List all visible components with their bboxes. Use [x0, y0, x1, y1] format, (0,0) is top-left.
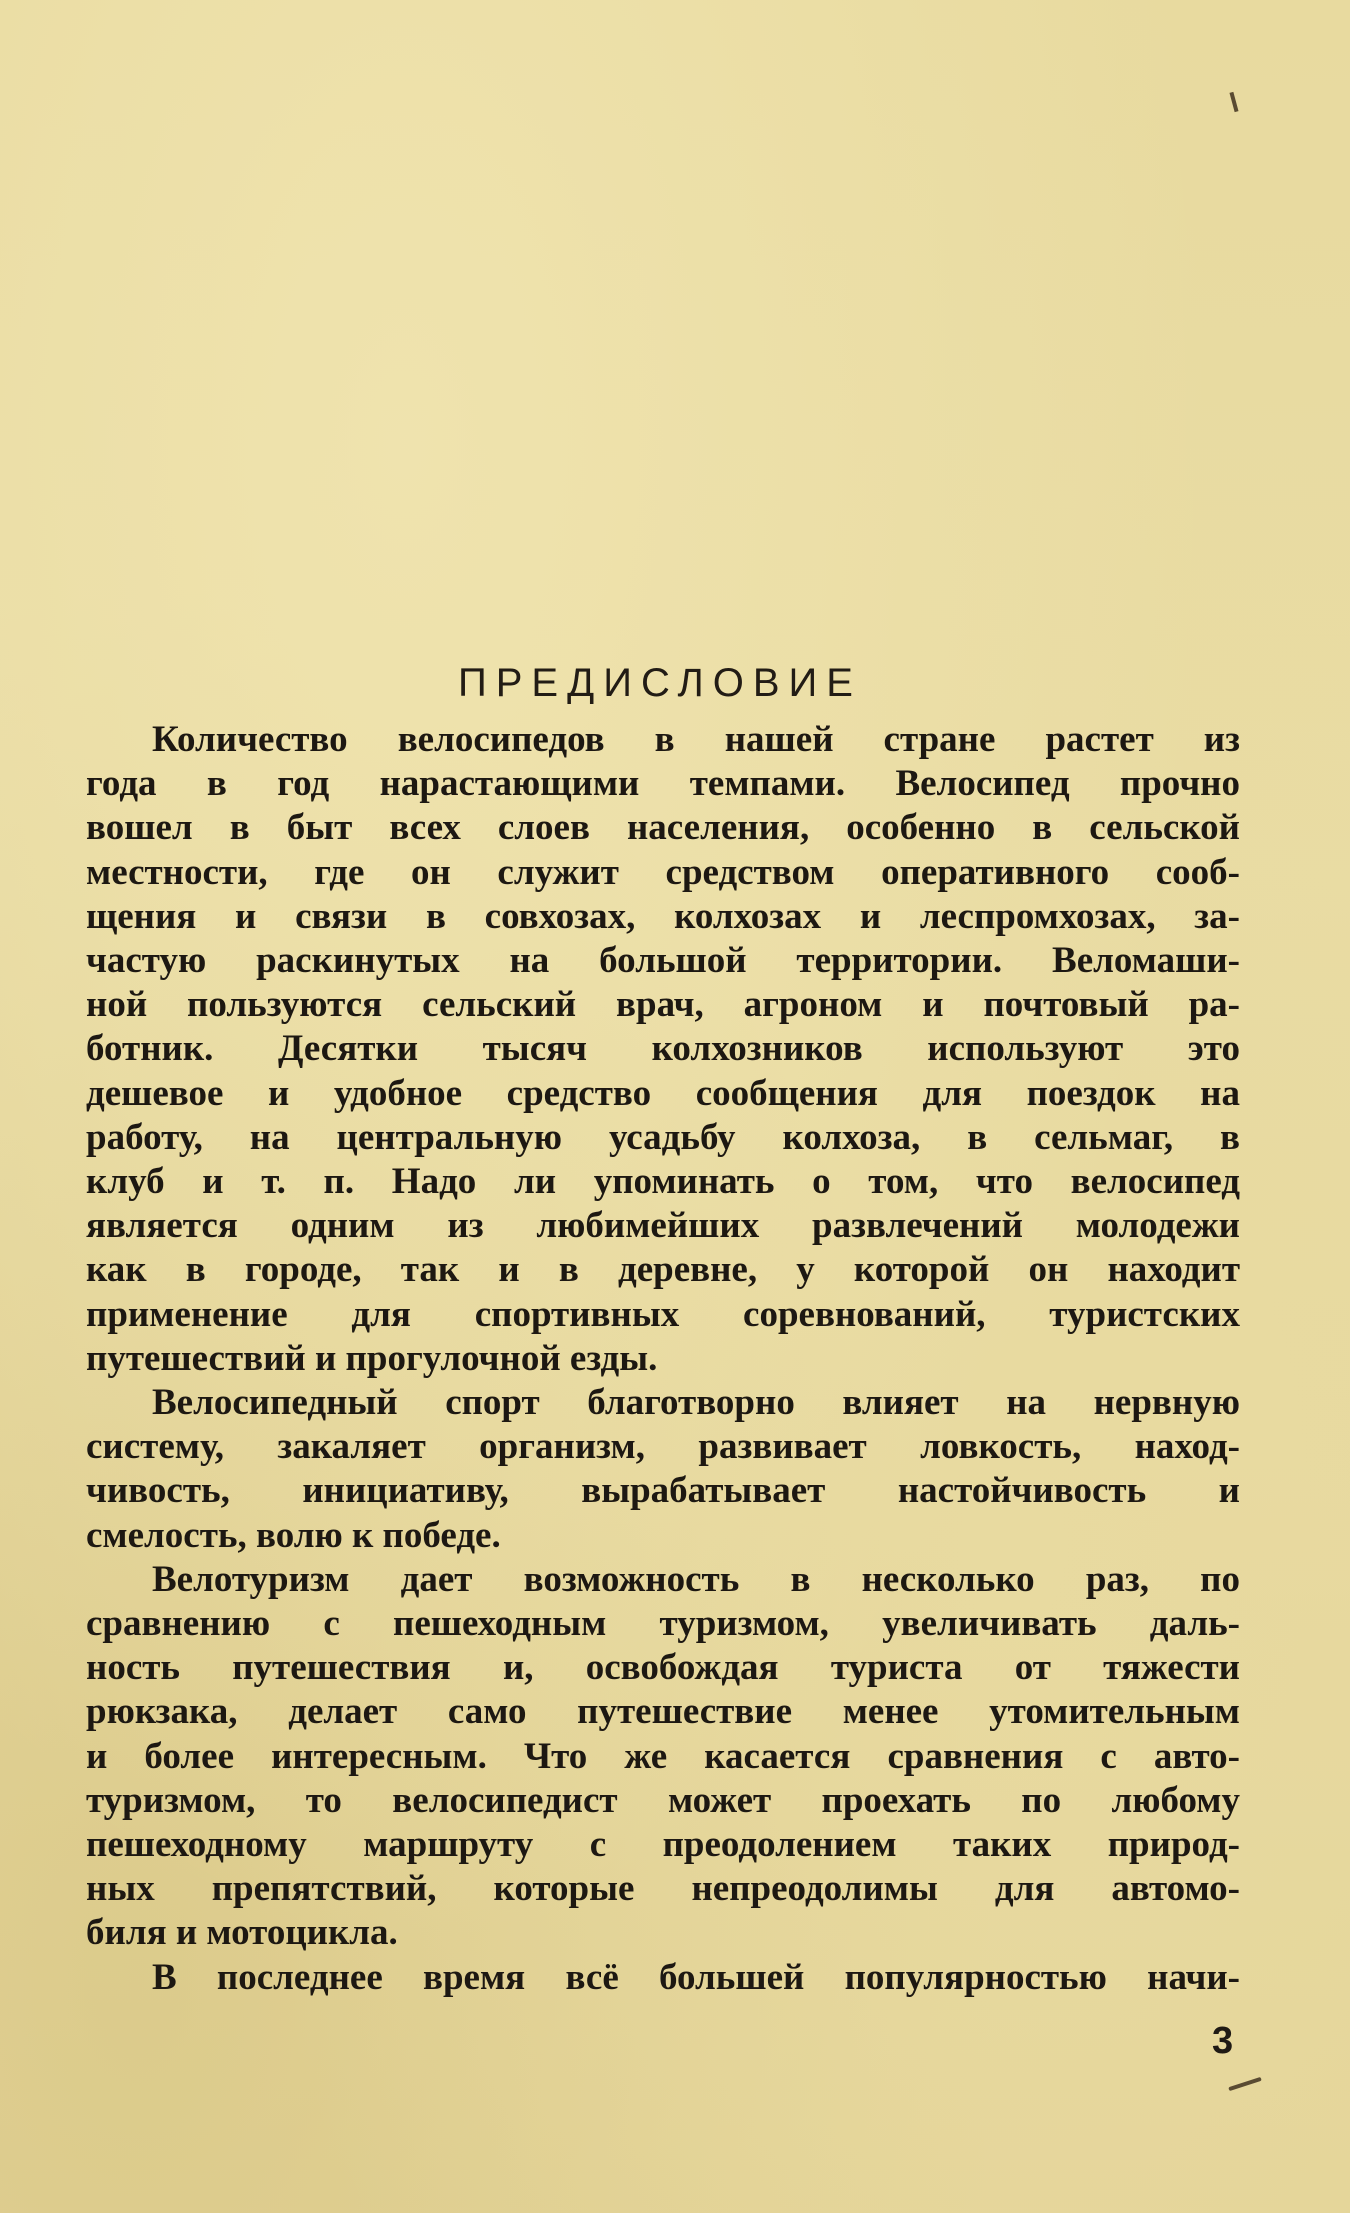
text-line: пешеходному маршруту с преодолением таких природ- — [86, 1824, 1240, 1866]
text-line: сравнению с пешеходным туризмом, увеличивать даль- — [86, 1603, 1240, 1645]
text-line: рюкзака, делает само путешествие менее утомительным — [86, 1691, 1240, 1733]
body-text — [86, 718, 1240, 2000]
page-number: 3 — [1212, 2020, 1234, 2062]
text-line: и более интересным. Что же касается сравнения с авто- — [86, 1735, 1240, 1777]
text-line: применение для спортивных соревнований, туристских — [86, 1293, 1240, 1335]
text-line: туризмом, то велосипедист может проехать по любому — [86, 1779, 1240, 1821]
text-line: вошел в быт всех слоев населения, особенно в сельской — [86, 807, 1240, 849]
text-line: путешествий и прогулочной езды. — [86, 1337, 658, 1379]
text-line: Количество велосипедов в нашей стране растет из — [152, 719, 1240, 760]
text-line: является одним из любимейших развлечений молодежи — [86, 1205, 1240, 1247]
text-line: чивость, инициативу, вырабатывает настойчивость и — [86, 1470, 1240, 1512]
text-line: ной пользуются сельский врач, агроном и почтовый ра- — [86, 984, 1240, 1026]
ink-mark — [1229, 92, 1238, 112]
text-line: ность путешествия и, освобождая туриста от тяжести — [86, 1647, 1240, 1689]
text-line: В последнее время всё большей популярностью начи- — [152, 1956, 1240, 1998]
text-line: года в год нарастающими темпами. Велосипед прочно — [86, 763, 1240, 805]
text-line: смелость, волю к победе. — [86, 1514, 501, 1556]
text-line: систему, закаляет организм, развивает ловкость, наход- — [86, 1426, 1240, 1468]
text-line: клуб и т. п. Надо ли упоминать о том, что велосипед — [86, 1161, 1240, 1203]
text-line: Велотуризм дает возможность в несколько раз, по — [152, 1558, 1240, 1600]
text-line: биля и мотоцикла. — [86, 1912, 398, 1954]
text-line: дешевое и удобное средство сообщения для поездок на — [86, 1072, 1240, 1114]
text-line: ных препятствий, которые непреодолимы для автомо- — [86, 1868, 1240, 1910]
text-line: частую раскинутых на большой территории. Веломаши- — [86, 940, 1240, 982]
text-line: как в городе, так и в деревне, у которой он находит — [86, 1249, 1240, 1291]
text-line: щения и связи в совхозах, колхозах и леспромхозах, за- — [86, 895, 1240, 937]
ink-mark — [1228, 2077, 1262, 2091]
text-line: работу, на центральную усадьбу колхоза, в сельмаг, в — [86, 1116, 1240, 1158]
page-title: ПРЕДИСЛОВИЕ — [458, 660, 862, 705]
text-line: местности, где он служит средством оперативного сооб- — [86, 851, 1240, 893]
text-line: ботник. Десятки тысяч колхозников используют это — [86, 1028, 1240, 1070]
text-line: Велосипедный спорт благотворно влияет на нервную — [152, 1382, 1240, 1424]
